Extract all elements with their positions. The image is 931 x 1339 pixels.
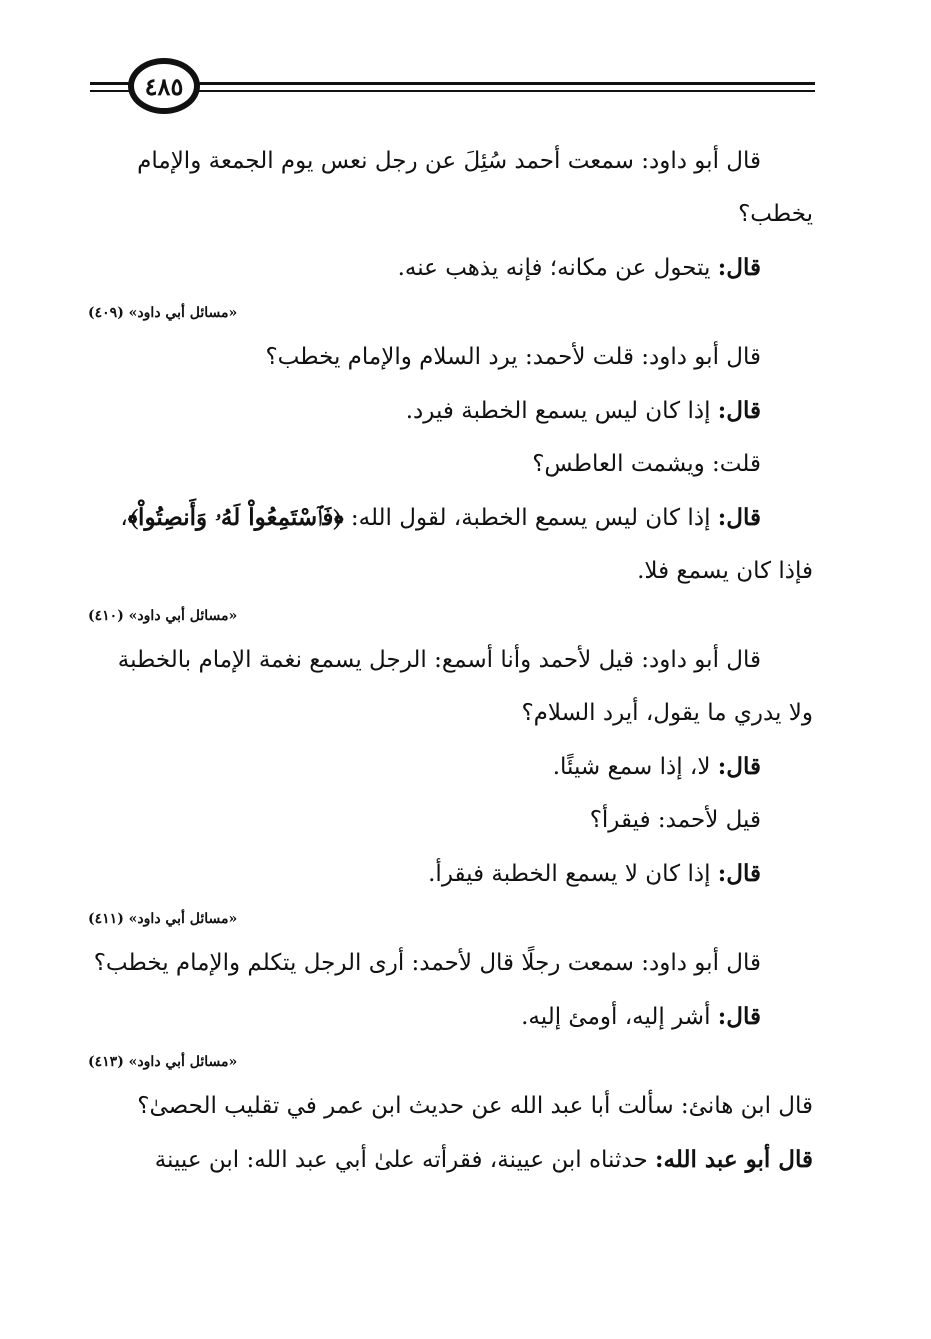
- paragraph: قال أبو داود: قلت لأحمد: يرد السلام والإمام يخطب؟: [265, 344, 761, 370]
- paragraph: قال أبو داود: سمعت رجلًا قال لأحمد: أرى الرجل يتكلم والإمام يخطب؟: [93, 950, 761, 976]
- answer-label: قال:: [717, 860, 761, 887]
- paragraph: قال أبو داود: سمعت أحمد سُئِلَ عن رجل نعس يوم الجمعة والإمام يخطب؟: [137, 148, 813, 227]
- answer-label: قال:: [717, 1003, 761, 1030]
- source-citation: «مسائل أبي داود» (٤١١): [88, 911, 238, 927]
- quran-verse: ﴿فَٱسْتَمِعُواْ لَهُۥ وَأَنصِتُواْ﴾: [127, 504, 344, 531]
- page-body: [88, 135, 813, 1187]
- paragraph: قال ابن هانئ: سألت أبا عبد الله عن حديث ابن عمر في تقليب الحصىٰ؟: [137, 1093, 813, 1119]
- paragraph-answer: قال أبو عبد الله: حدثناه ابن عيينة، فقرأته علىٰ أبي عبد الله: ابن عيينة: [154, 1146, 813, 1173]
- answer-label: قال:: [717, 753, 761, 780]
- answer-label: قال:: [717, 397, 761, 424]
- answer-label: قال أبو عبد الله:: [655, 1146, 813, 1173]
- paragraph-answer: قال: يتحول عن مكانه؛ فإنه يذهب عنه.: [397, 254, 761, 281]
- paragraph: قال أبو داود: قيل لأحمد وأنا أسمع: الرجل يسمع نغمة الإمام بالخطبة ولا يدري ما يقول، أيرد السلام؟: [117, 647, 813, 726]
- paragraph: قيل لأحمد: فيقرأ؟: [589, 807, 761, 833]
- source-citation: «مسائل أبي داود» (٤٠٩): [88, 305, 238, 321]
- paragraph-answer: قال: إذا كان ليس يسمع الخطبة، لقول الله: ﴿فَٱسْتَمِعُواْ لَهُۥ وَأَنصِتُواْ﴾، فإذا كان يسمع فلا.: [120, 504, 813, 584]
- paragraph: قلت: ويشمت العاطس؟: [532, 451, 761, 477]
- page-number: ٤٨٥: [128, 58, 200, 114]
- source-citation: «مسائل أبي داود» (٤١٣): [88, 1054, 238, 1070]
- answer-label: قال:: [717, 504, 761, 531]
- paragraph-answer: قال: أشر إليه، أومئ إليه.: [521, 1003, 761, 1030]
- answer-label: قال:: [717, 254, 761, 281]
- paragraph-answer: قال: إذا كان ليس يسمع الخطبة فيرد.: [405, 397, 761, 424]
- paragraph-answer: قال: لا، إذا سمع شيئًا.: [552, 753, 761, 780]
- paragraph-answer: قال: إذا كان لا يسمع الخطبة فيقرأ.: [428, 860, 761, 887]
- page-header: [90, 60, 815, 130]
- source-citation: «مسائل أبي داود» (٤١٠): [88, 608, 238, 624]
